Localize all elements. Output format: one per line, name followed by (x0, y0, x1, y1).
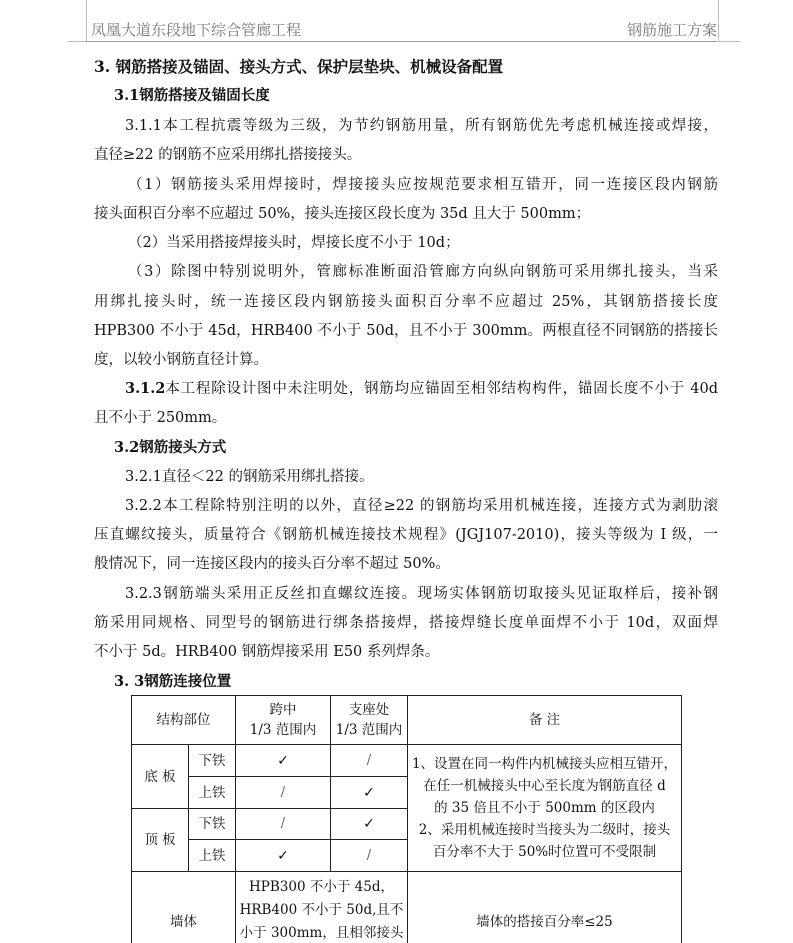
crop-mark-top-left-h (68, 41, 87, 42)
check-icon: ✓ (331, 777, 408, 809)
remarks-cell (408, 745, 682, 872)
header-doc-title: 钢筋施工方案 (626, 21, 717, 39)
slash-mark: / (331, 840, 408, 872)
wall-requirement-cell (236, 872, 408, 943)
item1-line1: （1）钢筋接头采用焊接时，焊接接头应按规范要求相互错开，同一连接区段内钢筋 (128, 177, 718, 193)
paragraph-3-2-1: 3.2.1直径＜22 的钢筋采用绑扎搭接。 (125, 469, 374, 485)
subsection-3-1-title: 3.1钢筋搭接及锚固长度 (114, 87, 270, 104)
paragraph-3-1-1-line1: 3.1.1本工程抗震等级为三级，为节约钢筋用量，所有钢筋优先考虑机械连接或焊接， (125, 118, 718, 134)
table-header-row (132, 696, 682, 745)
remark-line: 1、设置在同一构件内机械接头应相互错开， (411, 756, 678, 772)
header-remarks: 备 注 (408, 696, 682, 745)
row-wall: 墙体 (132, 872, 236, 943)
slash-mark: / (331, 745, 408, 777)
remark-line: 的 35 倍且不小于 500mm 的区段内 (434, 800, 655, 816)
row-roof-slab: 顶 板 (132, 809, 189, 872)
paragraph-3-2-2-line3: 般情况下，同一连接区段内的接头百分率不超过 50%。 (94, 556, 450, 572)
header-support (331, 696, 408, 745)
header-midspan-line1: 跨中 (269, 702, 297, 718)
item3-line2: 用绑扎接头时，统一连接区段内钢筋接头面积百分率不应超过 25%，其钢筋搭接长度 (94, 294, 718, 310)
slash-mark: / (236, 777, 331, 809)
item2: （2）当采用搭接焊接头时，焊接长度不小于 10d； (128, 235, 460, 251)
item1-line2: 接头面积百分率不应超过 50%，接头连接区段长度为 35d 且大于 500mm； (94, 206, 591, 222)
header-support-line1: 支座处 (348, 702, 390, 718)
check-icon: ✓ (236, 840, 331, 872)
header-structure-part: 结构部位 (132, 696, 236, 745)
wall-remark: 墙体的搭接百分率≤25 (408, 872, 682, 943)
paragraph-3-2-3-line2: 筋采用同规格、同型号的钢筋进行绑条搭接焊，搭接焊缝长度单面焊不小于 10d，双面焊 (94, 615, 718, 631)
header-midspan (236, 696, 331, 745)
paragraph-3-1-2-text: 本工程除设计图中未注明处，钢筋均应锚固至相邻结构构件，锚固长度不小于 40d (165, 381, 718, 397)
header-project-name: 凤凰大道东段地下综合管廊工程 (91, 21, 302, 39)
header-support-line2: 1/3 范围内 (335, 722, 403, 738)
cell-lower-rebar: 下铁 (189, 809, 236, 840)
row-floor-slab: 底 板 (132, 745, 189, 809)
slash-mark: / (236, 809, 331, 840)
item3-line3: HPB300 不小于 45d，HRB400 不小于 50d，且不小于 300mm。两根直径不同钢筋的搭接长 (94, 323, 718, 339)
paragraph-3-1-2-line1 (125, 379, 718, 399)
paragraph-3-2-2-line1: 3.2.2本工程除特别注明的以外，直径≥22 的钢筋均采用机械连接，连接方式为剥肋滚 (125, 498, 718, 514)
table-row-wall (132, 872, 682, 943)
wall-line: HRB400 不小于 50d,且不 (239, 902, 404, 918)
subsection-3-3-title: 3. 3钢筋连接位置 (114, 673, 232, 690)
item3-line1: （3）除图中特别说明外，管廊标准断面沿管廊方向纵向钢筋可采用绑扎接头，当采 (128, 264, 718, 280)
crop-mark-top-right-h (718, 41, 740, 42)
cell-upper-rebar: 上铁 (189, 777, 236, 809)
check-icon: ✓ (236, 745, 331, 777)
section-title: 3. 钢筋搭接及锚固、接头方式、保护层垫块、机械设备配置 (94, 57, 504, 76)
paragraph-3-1-1-line2: 直径≥22 的钢筋不应采用绑扎搭接接头。 (94, 147, 362, 163)
connection-position-table (131, 695, 682, 943)
header-rule (86, 41, 717, 42)
header-midspan-line2: 1/3 范围内 (249, 722, 317, 738)
remark-line: 在任一机械接头中心至长度为钢筋直径 d (423, 778, 666, 794)
table-row (132, 745, 682, 777)
subsection-3-2-title: 3.2钢筋接头方式 (114, 439, 227, 456)
paragraph-3-1-2-number: 3.1.2 (125, 380, 166, 397)
paragraph-3-1-2-line2: 且不小于 250mm。 (94, 410, 227, 426)
wall-line: HPB300 不小于 45d， (249, 879, 394, 895)
remark-line: 百分率不大于 50%时位置可不受限制 (432, 844, 657, 860)
cell-upper-rebar: 上铁 (189, 840, 236, 872)
wall-line: 小于 300mm，且相邻接头 (239, 925, 404, 941)
cell-lower-rebar: 下铁 (189, 745, 236, 777)
paragraph-3-2-3-line1: 3.2.3钢筋端头采用正反丝扣直螺纹连接。现场实体钢筋切取接头见证取样后，接补钢 (125, 586, 718, 602)
item3-line4: 度，以较小钢筋直径计算。 (94, 352, 268, 368)
crop-mark-top-left-v (86, 0, 87, 42)
paragraph-3-2-2-line2: 压直螺纹接头，质量符合《钢筋机械连接技术规程》(JGJ107-2010)，接头等级为 I 级，一 (94, 527, 718, 543)
paragraph-3-2-3-line3: 不小于 5d。HRB400 钢筋焊接采用 E50 系列焊条。 (94, 644, 440, 660)
remark-line: 2、采用机械连接时当接头为二级时，接头 (418, 822, 671, 838)
crop-mark-top-right-v (718, 0, 719, 42)
check-icon: ✓ (331, 809, 408, 840)
